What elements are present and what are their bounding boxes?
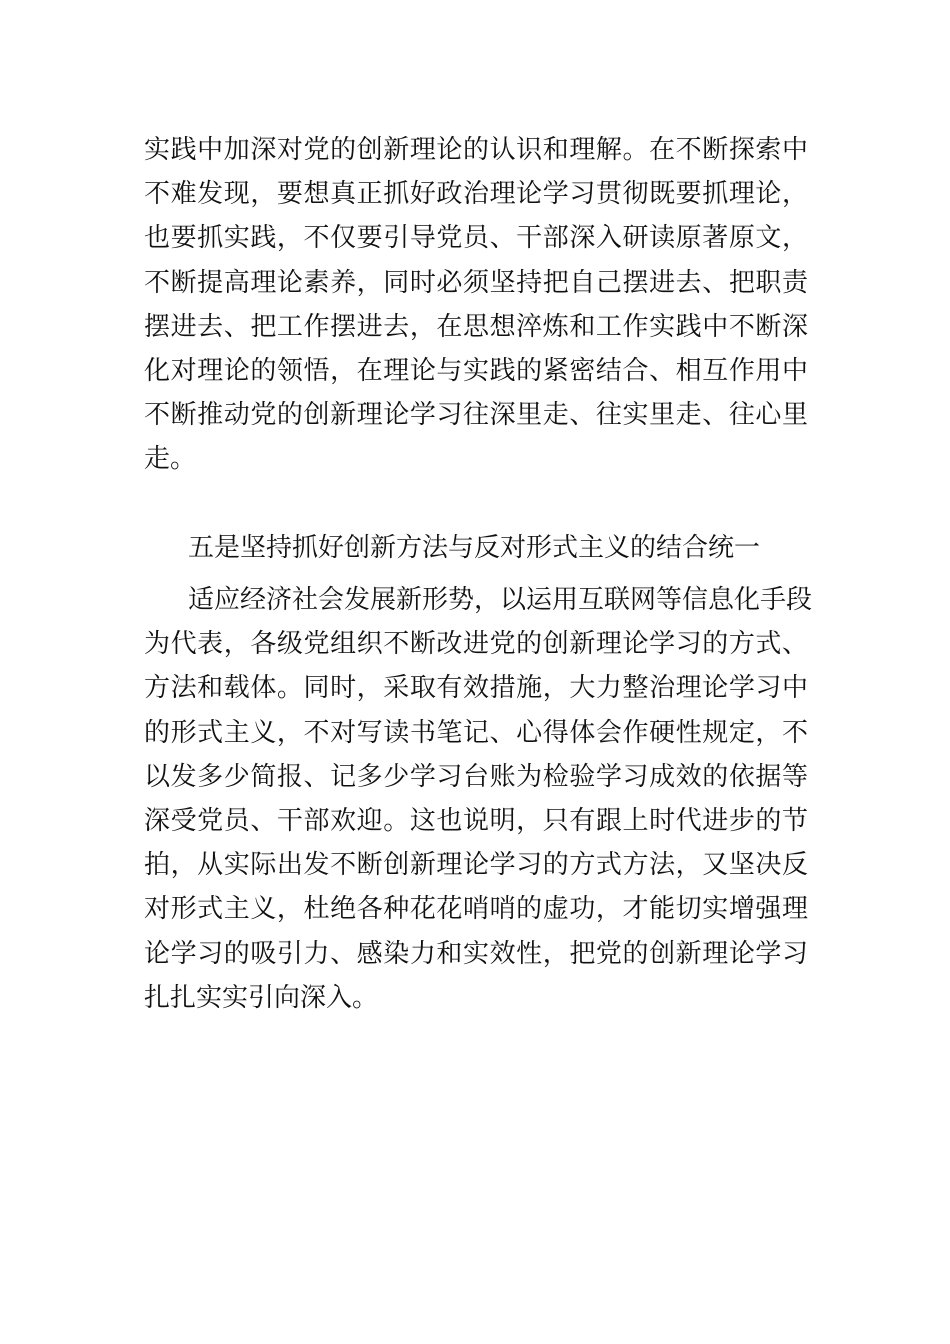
paragraph-line: 走。 [144, 444, 197, 475]
paragraph-line: 拍，从实际出发不断创新理论学习的方式方法，又坚决反 [144, 850, 808, 881]
paragraph-line: 不难发现，要想真正抓好政治理论学习贯彻既要抓理论， [144, 179, 808, 210]
paragraph-line: 对形式主义，杜绝各种花花哨哨的虚功，才能切实增强理 [144, 894, 808, 925]
paragraph-line: 方法和载体。同时，采取有效措施，大力整治理论学习中 [144, 673, 808, 704]
paragraph-continuation [144, 128, 808, 482]
paragraph-line: 不断提高理论素养，同时必须坚持把自己摆进去、把职责 [144, 267, 808, 298]
paragraph-line: 化对理论的领悟，在理论与实践的紧密结合、相互作用中 [144, 355, 808, 386]
paragraph-line: 以发多少简报、记多少学习台账为检验学习成效的依据等 [144, 761, 808, 792]
paragraph-section-five [144, 578, 813, 1020]
paragraph-line: 摆进去、把工作摆进去，在思想淬炼和工作实践中不断深 [144, 311, 808, 342]
paragraph-line: 的形式主义，不对写读书笔记、心得体会作硬性规定，不 [144, 717, 808, 748]
paragraph-line: 也要抓实践，不仅要引导党员、干部深入研读原著原文， [144, 223, 808, 254]
paragraph-line: 扎扎实实引向深入。 [144, 982, 379, 1013]
paragraph-line: 不断推动党的创新理论学习往深里走、往实里走、往心里 [144, 400, 808, 431]
paragraph-line: 深受党员、干部欢迎。这也说明，只有跟上时代进步的节 [144, 805, 808, 836]
paragraph-line: 论学习的吸引力、感染力和实效性，把党的创新理论学习 [144, 938, 808, 969]
paragraph-line: 为代表，各级党组织不断改进党的创新理论学习的方式、 [144, 629, 808, 660]
paragraph-line: 实践中加深对党的创新理论的认识和理解。在不断探索中 [144, 135, 808, 165]
section-heading [144, 526, 808, 570]
section-heading-text: 五是坚持抓好创新方法与反对形式主义的结合统一 [188, 533, 761, 563]
paragraph-line: 适应经济社会发展新形势，以运用互联网等信息化手段 [188, 585, 813, 615]
